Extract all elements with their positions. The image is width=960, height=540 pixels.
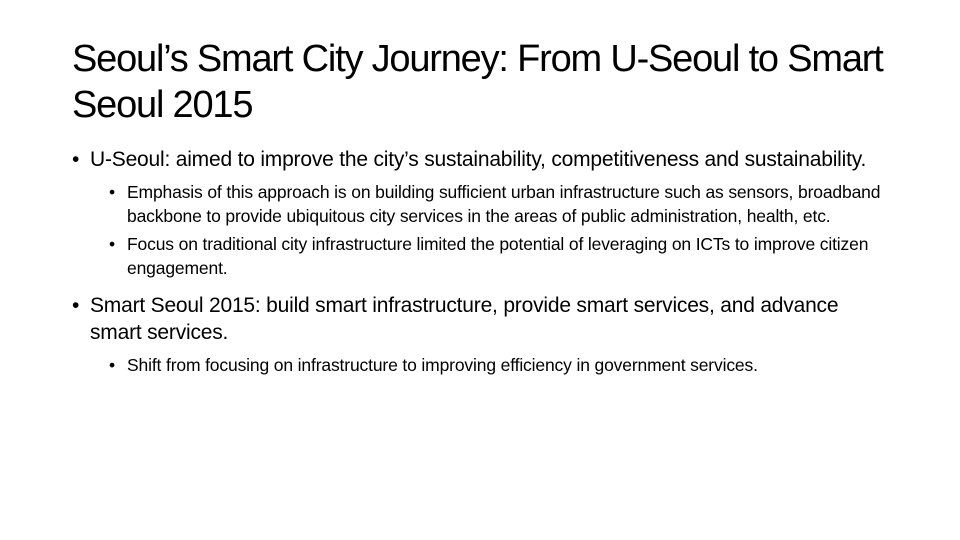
slide-title: Seoul’s Smart City Journey: From U-Seoul to Smart Seoul 2015	[72, 38, 883, 126]
slide-body	[72, 146, 892, 377]
bullet-smart-seoul	[72, 292, 892, 346]
sub-bullet-shift	[72, 353, 892, 377]
sub-bullet-focus	[72, 232, 892, 280]
bullet-text: U-Seoul: aimed to improve the city’s sustainability, competitiveness and sustainability.	[90, 148, 867, 171]
sub-bullet-emphasis	[72, 180, 892, 228]
bullet-dot-icon: •	[109, 234, 115, 254]
sub-bullet-text: Shift from focusing on infrastructure to improving efficiency in government services.	[127, 355, 758, 375]
bullet-u-seoul	[72, 146, 892, 173]
sub-bullet-text: Focus on traditional city infrastructure limited the potential of leveraging on ICTs to improve citizen engagement.	[127, 234, 869, 278]
bullet-text: Smart Seoul 2015: build smart infrastructure, provide smart services, and advance smart services.	[90, 294, 839, 344]
bullet-dot-icon: •	[72, 294, 80, 317]
sub-bullet-text: Emphasis of this approach is on building sufficient urban infrastructure such as sensors, broadband backbone to provide ubiquitous city services in the areas of public administration, health, etc.	[127, 182, 881, 226]
bullet-dot-icon: •	[109, 182, 115, 202]
bullet-dot-icon: •	[109, 355, 115, 375]
bullet-dot-icon: •	[72, 148, 80, 171]
